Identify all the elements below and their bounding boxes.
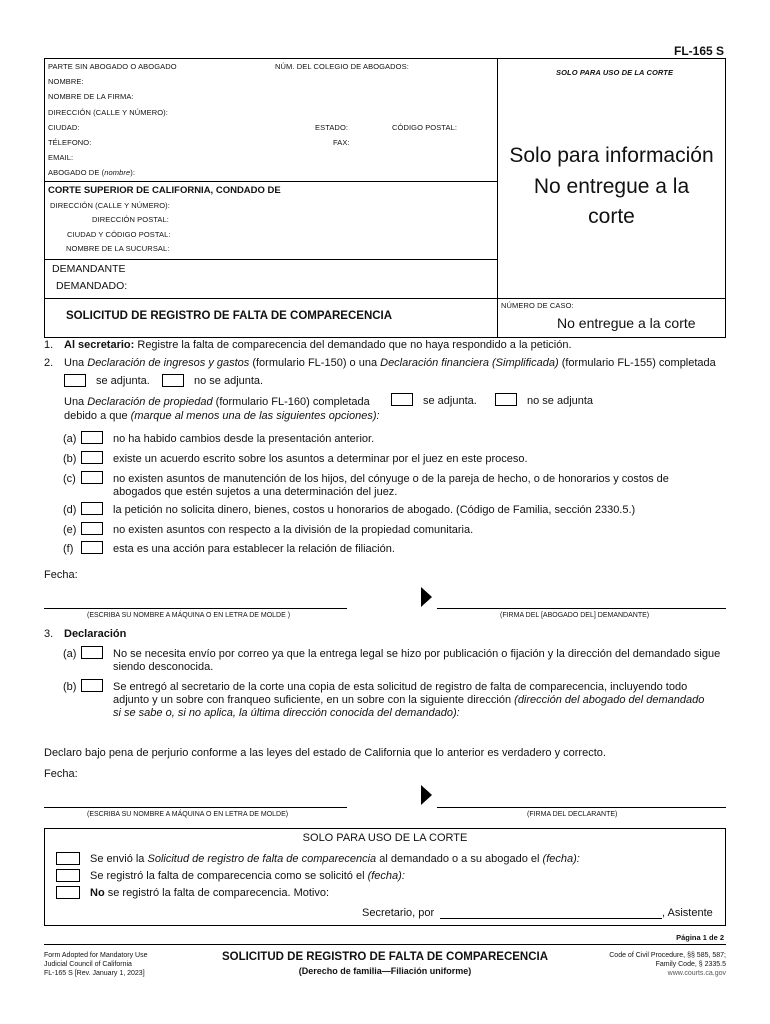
- option-b-checkbox[interactable]: [81, 451, 103, 464]
- option-c-checkbox[interactable]: [81, 471, 103, 484]
- name-line-2[interactable]: [44, 807, 347, 808]
- option-d-checkbox[interactable]: [81, 502, 103, 515]
- court-address-label: DIRECCIÓN (CALLE Y NÚMERO):: [50, 201, 170, 210]
- option-c-text: no existen asuntos de manutención de los hijos, del cónyuge o de la pareja de hecho, o de honorarios y costos de: [113, 473, 669, 485]
- court-section-divider: [44, 181, 497, 182]
- parties-divider: [44, 259, 497, 260]
- item3-b-letter: (b): [63, 681, 77, 693]
- firm-label: NOMBRE DE LA FIRMA:: [48, 92, 134, 101]
- option-e-checkbox[interactable]: [81, 522, 103, 535]
- petitioner-label: DEMANDANTE: [52, 263, 126, 275]
- court-use-label: SOLO PARA USO DE LA CORTE: [556, 68, 674, 77]
- form-id: FL-165 S: [673, 44, 724, 58]
- item3-title: Declaración: [64, 628, 127, 640]
- option-c-letter: (c): [63, 473, 76, 485]
- item3-b-text1: Se entregó al secretario de la corte una copia de esta solicitud de registro de falta de comparecencia, incluyendo todo: [113, 681, 688, 693]
- email-label: EMAIL:: [48, 153, 74, 162]
- item1-num: 1.: [44, 339, 54, 351]
- declaration-text: Declaro bajo pena de perjurio conforme a las leyes del estado de California que lo anterior es verdadero y correcto.: [44, 747, 606, 759]
- court-mailing-label: DIRECCIÓN POSTAL:: [92, 215, 169, 224]
- zip-label: CÓDIGO POSTAL:: [392, 123, 458, 132]
- because-text: debido a que (marque al menos una de las siguientes opciones):: [64, 410, 380, 422]
- item3-b-text3: si se sabe o, si no aplica, la última dirección conocida del demandado):: [113, 707, 460, 719]
- name-caption-1: (ESCRIBA SU NOMBRE A MÁQUINA O EN LETRA DE MOLDE ): [87, 612, 291, 619]
- item2-text: Una Declaración de ingresos y gastos (formulario FL-150) o una Declaración financiera (Simplificada) (formulario FL-155) completada: [64, 357, 716, 369]
- court-sent-text: Se envió la Solicitud de registro de falta de comparecencia al demandado o a su abogado el (fecha):: [90, 853, 580, 865]
- court-title: CORTE SUPERIOR DE CALIFORNIA, CONDADO DE: [48, 185, 281, 196]
- form-title: SOLICITUD DE REGISTRO DE FALTA DE COMPARECENCIA: [66, 310, 393, 322]
- fl160-attached-checkbox[interactable]: [391, 393, 413, 406]
- fl160-text: Una Declaración de propiedad (formulario FL-160) completada: [64, 396, 370, 408]
- option-f-checkbox[interactable]: [81, 541, 103, 554]
- item3-num: 3.: [44, 628, 54, 640]
- footer-right-3[interactable]: www.courts.ca.gov: [667, 970, 726, 977]
- info-only-line3: corte: [588, 205, 635, 228]
- court-entered-checkbox[interactable]: [56, 869, 80, 882]
- footer-right-2: Family Code, § 2335.5: [655, 961, 726, 968]
- option-a-checkbox[interactable]: [81, 431, 103, 444]
- signature-arrow-2: [421, 785, 432, 805]
- fl160-not-attached-label: no se adjunta: [527, 395, 594, 407]
- signature-line-2[interactable]: [437, 807, 726, 808]
- item3-a-letter: (a): [63, 648, 77, 660]
- fl150-not-attached-checkbox[interactable]: [162, 374, 184, 387]
- item1-text: Al secretario: Registre la falta de comparecencia del demandado que no haya respondido a la petición.: [64, 339, 572, 351]
- phone-label: TÉLEFONO:: [48, 138, 92, 147]
- option-f-letter: (f): [63, 543, 74, 555]
- court-sent-checkbox[interactable]: [56, 852, 80, 865]
- court-not-entered-text: No se registró la falta de comparecencia. Motivo:: [90, 887, 330, 899]
- city-label: CIUDAD:: [48, 123, 80, 132]
- state-label: ESTADO:: [315, 123, 349, 132]
- court-branch-label: NOMBRE DE LA SUCURSAL:: [66, 244, 170, 253]
- footer-subtitle: (Derecho de familia—Filiación uniforme): [298, 966, 472, 976]
- signature-arrow-1: [421, 587, 432, 607]
- date-label-2: Fecha:: [44, 768, 78, 780]
- item2-num: 2.: [44, 357, 54, 369]
- footer-left-1: Form Adopted for Mandatory Use: [44, 952, 148, 959]
- footer-title: SOLICITUD DE REGISTRO DE FALTA DE COMPARECENCIA: [221, 951, 549, 963]
- court-city-label: CIUDAD Y CÓDIGO POSTAL:: [67, 230, 171, 239]
- signature-caption-1: (FIRMA DEL [ABOGADO DEL] DEMANDANTE): [500, 612, 650, 619]
- deputy-label: , Asistente: [662, 907, 713, 919]
- title-divider: [44, 298, 726, 299]
- fl150-attached-label: se adjunta.: [96, 375, 150, 387]
- clerk-line[interactable]: [440, 918, 662, 919]
- option-a-letter: (a): [63, 433, 77, 445]
- option-b-letter: (b): [63, 453, 77, 465]
- fl160-attached-label: se adjunta.: [423, 395, 477, 407]
- footer-right-1: Code of Civil Procedure, §§ 585, 587;: [609, 952, 726, 959]
- info-only-line2: No entregue a la: [533, 175, 690, 198]
- footer-left-2: Judicial Council of California: [44, 961, 132, 968]
- court-use-title: SOLO PARA USO DE LA CORTE: [302, 832, 468, 844]
- fl150-attached-checkbox[interactable]: [64, 374, 86, 387]
- court-not-entered-checkbox[interactable]: [56, 886, 80, 899]
- fax-label: FAX:: [333, 138, 350, 147]
- option-f-text: esta es una acción para establecer la relación de filiación.: [113, 543, 395, 555]
- option-a-text: no ha habido cambios desde la presentación anterior.: [113, 433, 375, 445]
- item3-a-text2: siendo desconocida.: [113, 661, 214, 673]
- clerk-label: Secretario, por: [362, 907, 435, 919]
- option-d-text: la petición no solicita dinero, bienes, costos u honorarios de abogado. (Código de Familia, sección 2330.5.): [113, 504, 636, 516]
- name-caption-2: (ESCRIBA SU NOMBRE A MÁQUINA O EN LETRA DE MOLDE): [87, 811, 289, 818]
- case-number-label: NÚMERO DE CASO:: [501, 301, 574, 310]
- footer-rule: [44, 944, 726, 945]
- date-label-1: Fecha:: [44, 569, 78, 581]
- bar-number-label: NÚM. DEL COLEGIO DE ABOGADOS:: [275, 62, 409, 71]
- option-c-text-cont: abogados que estén sujetos a una determinación del juez.: [113, 486, 398, 498]
- option-e-text: no existen asuntos con respecto a la división de la propiedad comunitaria.: [113, 524, 474, 536]
- signature-caption-2: (FIRMA DEL DECLARANTE): [527, 811, 618, 818]
- option-d-letter: (d): [63, 504, 77, 516]
- court-entered-text: Se registró la falta de comparecencia como se solicitó el (fecha):: [90, 870, 405, 882]
- option-b-text: existe un acuerdo escrito sobre los asuntos a determinar por el juez en este proceso.: [113, 453, 528, 465]
- info-only-line1: Solo para información: [509, 144, 714, 167]
- page-number: Página 1 de 2: [676, 933, 724, 942]
- case-number-value: No entregue a la corte: [557, 315, 696, 331]
- item3-a-checkbox[interactable]: [81, 646, 103, 659]
- name-line-1[interactable]: [44, 608, 347, 609]
- item3-b-text2: adjunto y un sobre con franqueo suficiente, en un sobre con la siguiente dirección (dirección del abogado del demandado: [113, 694, 705, 706]
- party-label: PARTE SIN ABOGADO O ABOGADO: [48, 62, 177, 71]
- option-e-letter: (e): [63, 524, 77, 536]
- respondent-label: DEMANDADO:: [56, 280, 128, 292]
- item3-a-text1: No se necesita envío por correo ya que la entrega legal se hizo por publicación o fijación y la dirección del demandado sigue: [113, 648, 721, 660]
- address-label: DIRECCIÓN (CALLE Y NÚMERO):: [48, 108, 168, 117]
- fl160-not-attached-checkbox[interactable]: [495, 393, 517, 406]
- name-label: NOMBRE:: [48, 77, 84, 86]
- attorney-for-label: ABOGADO DE (nombre):: [48, 168, 136, 177]
- footer-left-3: FL-165 S [Rev. January 1, 2023]: [44, 970, 145, 977]
- fl150-not-attached-label: no se adjunta.: [194, 375, 264, 387]
- signature-line-1[interactable]: [437, 608, 726, 609]
- item3-b-checkbox[interactable]: [81, 679, 103, 692]
